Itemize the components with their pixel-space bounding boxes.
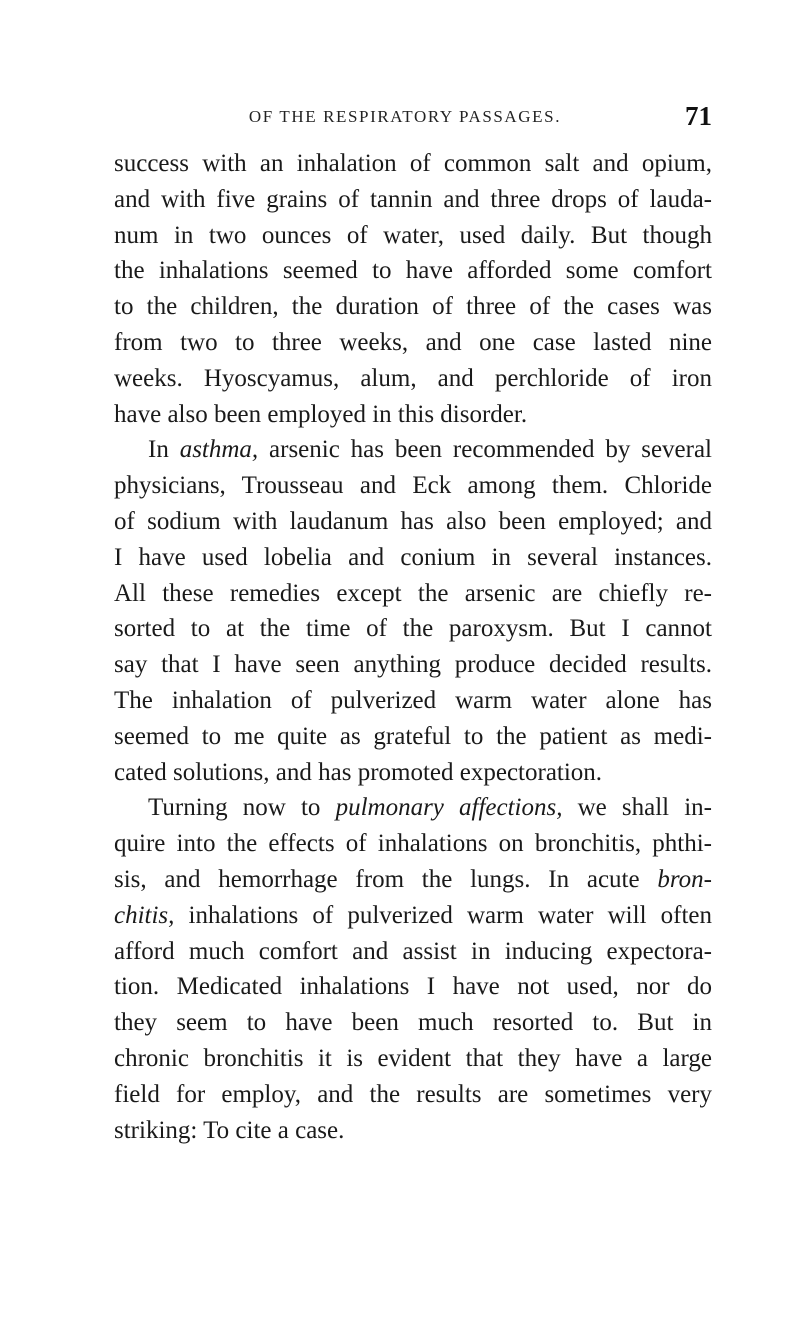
text-line	[114, 862, 712, 898]
text-run: weeks. Hyoscyamus, alum, and perchloride of iron	[114, 364, 712, 392]
text-run: to the children, the duration of three of the cases was	[114, 293, 712, 321]
text-line	[114, 755, 712, 791]
text-line	[114, 253, 712, 289]
body-text	[114, 146, 712, 1148]
text-line	[114, 432, 712, 468]
text-run: have also been employed in this disorder.	[114, 400, 528, 428]
text-run: physicians, Trousseau and Eck among them. Chloride	[114, 472, 712, 500]
text-run: field for employ, and the results are sometimes very	[114, 1080, 712, 1108]
text-run: success with an inhalation of common salt and opium,	[114, 150, 712, 177]
text-line	[114, 182, 712, 218]
text-run: In	[148, 436, 180, 464]
text-line	[114, 898, 712, 934]
page-number: 71	[685, 101, 712, 131]
text-run: from two to three weeks, and one case lasted nine	[114, 328, 712, 356]
text-run: All these remedies except the arsenic are chiefly re-	[114, 579, 712, 607]
text-line	[114, 1041, 712, 1077]
text-line	[114, 361, 712, 397]
text-line	[114, 325, 712, 361]
text-run: of sodium with laudanum has also been employed; and	[114, 507, 712, 535]
italic-term: asthma,	[179, 436, 259, 464]
text-run: Turning now to	[148, 794, 336, 822]
text-line	[114, 934, 712, 970]
running-head	[140, 103, 712, 139]
text-line	[114, 504, 712, 540]
text-run: chronic bronchitis it is evident that they have a large	[114, 1044, 712, 1072]
italic-term: bron-	[657, 865, 712, 893]
text-run: The inhalation of pulverized warm water alone has	[114, 686, 712, 714]
text-line	[114, 576, 712, 612]
text-line	[114, 1077, 712, 1113]
running-title: OF THE RESPIRATORY PASSAGES.	[248, 107, 562, 126]
text-run: say that I have seen anything produce decided results.	[114, 651, 712, 679]
text-run: tion. Medicated inhalations I have not used, nor do	[114, 973, 712, 1001]
text-line	[114, 289, 712, 325]
text-line	[114, 611, 712, 647]
text-line	[114, 397, 712, 433]
text-line	[114, 826, 712, 862]
text-line	[114, 790, 712, 826]
text-run: they seem to have been much resorted to. But in	[114, 1009, 712, 1037]
text-run: I have used lobelia and conium in several instances.	[114, 543, 712, 571]
italic-term: chitis,	[114, 901, 175, 929]
text-line	[114, 719, 712, 755]
text-line	[114, 1113, 712, 1149]
text-line	[114, 1005, 712, 1041]
text-run: cated solutions, and has promoted expectoration.	[114, 758, 603, 786]
text-line	[114, 969, 712, 1005]
text-run: inhalations of pulverized warm water will often	[174, 901, 712, 929]
text-run: the inhalations seemed to have afforded some comfort	[114, 257, 712, 285]
text-run: we shall in-	[562, 794, 713, 822]
text-run: num in two ounces of water, used daily. But though	[114, 221, 712, 249]
text-line	[114, 683, 712, 719]
text-run: quire into the effects of inhalations on bronchitis, phthi-	[114, 830, 712, 858]
text-run: sis, and hemorrhage from the lungs. In acute	[114, 865, 658, 893]
text-run: seemed to me quite as grateful to the patient as medi-	[114, 722, 712, 750]
text-run: and with five grains of tannin and three drops of lauda-	[114, 185, 712, 213]
text-line	[114, 540, 712, 576]
text-line	[114, 146, 712, 182]
text-line	[114, 468, 712, 504]
text-run: striking: To cite a case.	[114, 1116, 345, 1144]
italic-term: pulmonary affections,	[335, 794, 563, 822]
text-run: sorted to at the time of the paroxysm. But I cannot	[114, 615, 712, 643]
text-run: arsenic has been recommended by several	[258, 436, 712, 464]
text-line	[114, 218, 712, 254]
text-line	[114, 647, 712, 683]
text-run: afford much comfort and assist in inducing expectora-	[114, 937, 712, 965]
